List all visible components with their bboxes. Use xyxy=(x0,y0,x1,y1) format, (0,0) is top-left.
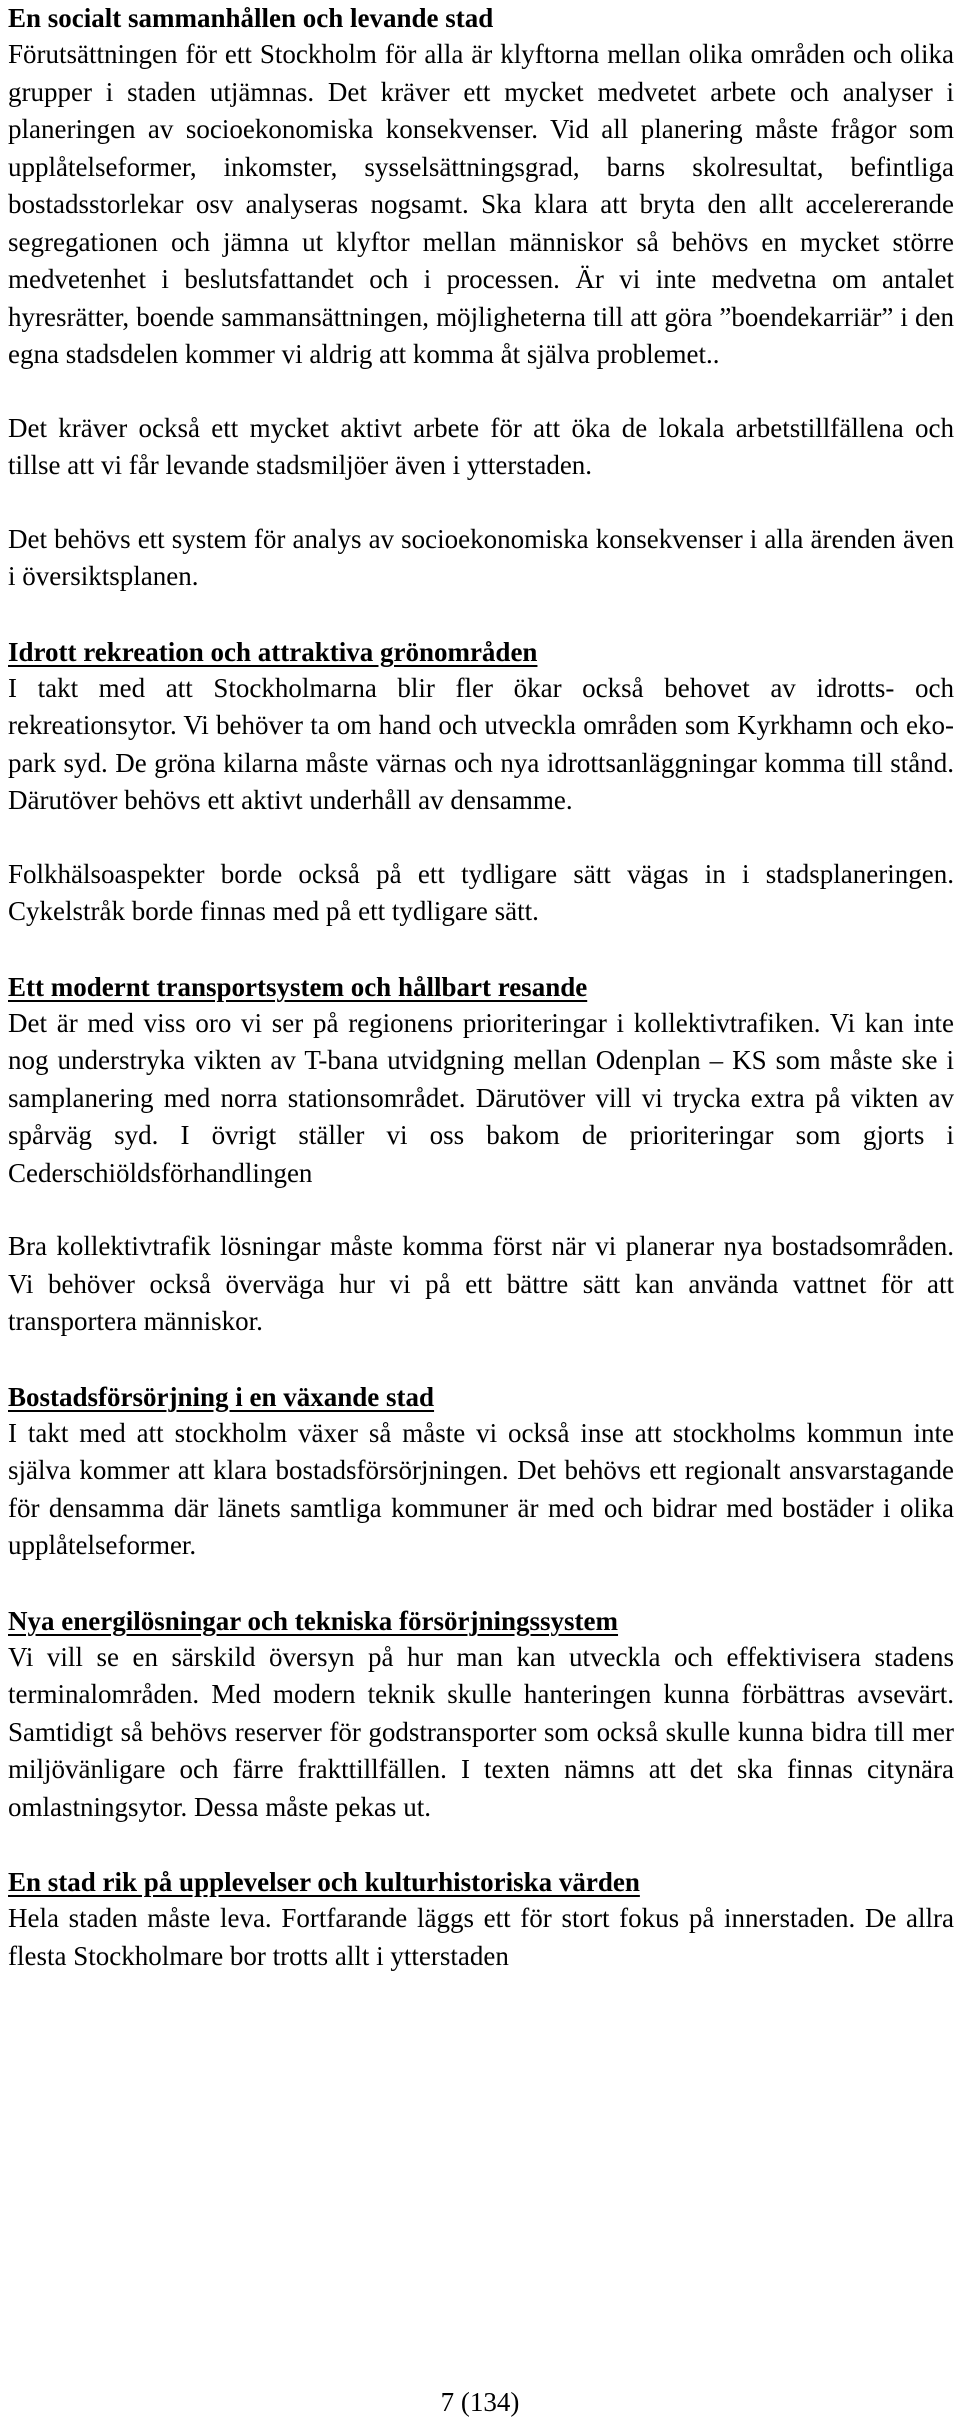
paragraph: Det kräver också ett mycket aktivt arbete för att öka de lokala arbetstillfällena och tillse att vi får levande stadsmiljöer även i ytterstaden. xyxy=(8,412,954,480)
paragraph: Det behövs ett system för analys av socioekonomiska konsekvenser i alla ärenden även i översiktsplanen. xyxy=(8,523,954,591)
section-transport xyxy=(8,969,954,1341)
section-culture xyxy=(8,1864,954,1975)
paragraph: Förutsättningen för ett Stockholm för alla är klyftorna mellan olika områden och olika grupper i staden utjämnas. Det kräver ett mycket medvetet arbete och analyser i planeringen av socioekonomiska konsekvenser. Vid all planering måste frågor som upplåtelseformer, inkomster, sysselsättningsgrad, barns skolresultat, befintliga bostadsstorlekar osv analyseras nogsamt. Ska klara att bryta den allt accelererande segregationen och jämna ut klyftor mellan människor så behövs en mycket större medvetenhet i beslutsfattandet och i processen. Är vi inte medvetna om antalet hyresrätter, boende sammansättningen, möjligheterna till att göra ”boendekarriär” i den egna stadsdelen kommer vi aldrig att komma åt själva problemet.. xyxy=(8,39,954,369)
paragraph: Folkhälsoaspekter borde också på ett tydligare sätt vägas in i stadsplaneringen. Cykelstråk borde finnas med på ett tydligare sätt. xyxy=(8,858,954,926)
paragraph: Hela staden måste leva. Fortfarande läggs ett för stort fokus på innerstaden. De allra flesta Stockholmare bor trotts allt i ytterstaden xyxy=(8,1903,954,1971)
paragraph: Det är med viss oro vi ser på regionens prioriteringar i kollektivtrafiken. Vi kan inte nog understryka vikten av T-bana utvidgning mellan Odenplan – KS som måste ske i samplanering med norra stationsområdet. Därutöver vill vi trycka extra på vikten av spårväg syd. I övrigt ställer vi oss bakom de prioriteringar som gjorts i Cederschiöldsförhandlingen xyxy=(8,1007,954,1188)
section-housing xyxy=(8,1379,954,1565)
paragraph: I takt med att Stockholmarna blir fler ökar också behovet av idrotts- och rekreationsytor. Vi behöver ta om hand och utveckla områden som Kyrkhamn och eko-park syd. De gröna kilarna måste värnas och nya idrottsanläggningar komma till stånd. Därutöver behövs ett aktivt underhåll av densamme. xyxy=(8,672,954,815)
page-number: 7 (134) xyxy=(440,2387,520,2417)
document-content xyxy=(8,0,954,1975)
paragraph: Bra kollektivtrafik lösningar måste komma först när vi planerar nya bostadsområden. Vi behöver också överväga hur vi på ett bättre sätt kan använda vattnet för att transportera människor. xyxy=(8,1231,954,1336)
section-heading: En stad rik på upplevelser och kulturhistoriska värden xyxy=(8,1867,640,1897)
section-social-city xyxy=(8,0,954,596)
paragraph: Vi vill se en särskild översyn på hur man kan utveckla och effektivisera stadens terminalområden. Med modern teknik skulle hanteringen kunna förbättras avsevärt. Samtidigt så behövs reserver för godstransporter som också skulle kunna bidra till mer miljövänligare och färre frakttillfällen. I texten nämns att det ska finnas citynära omlastningsytor. Dessa måste pekas ut. xyxy=(8,1641,954,1822)
section-heading: Nya energilösningar och tekniska försörjningssystem xyxy=(8,1605,619,1636)
section-sports-recreation xyxy=(8,634,954,931)
section-heading: Idrott rekreation och attraktiva grönområden xyxy=(8,636,538,667)
section-heading: Ett modernt transportsystem och hållbart resande xyxy=(8,971,588,1002)
section-heading: Bostadsförsörjning i en växande stad xyxy=(8,1381,435,1412)
section-energy xyxy=(8,1603,954,1827)
paragraph: I takt med att stockholm växer så måste vi också inse att stockholms kommun inte själva kommer att klara bostadsförsörjningen. Det behövs ett regionalt ansvarstagande för densamma där länets samtliga kommuner är med och bidrar med bostäder i olika upplåtelseformer. xyxy=(8,1417,954,1560)
section-heading: En socialt sammanhållen och levande stad xyxy=(8,3,494,33)
